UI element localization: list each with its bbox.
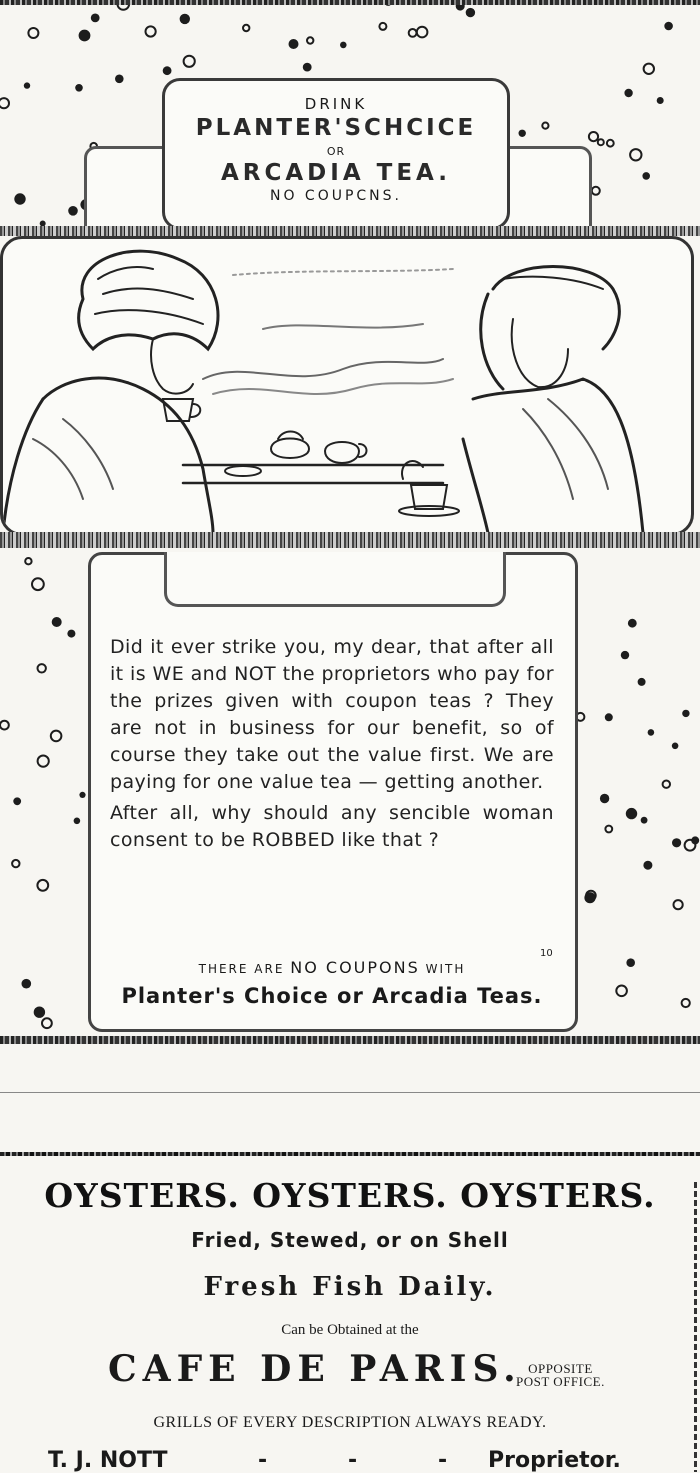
- no-coupons-label: NO COUPCNS.: [269, 188, 402, 204]
- ad-separator: [0, 1092, 700, 1093]
- decorative-dot: [24, 82, 30, 88]
- top-border-rule: [0, 0, 700, 5]
- decorative-dot: [644, 64, 654, 74]
- decorative-dot: [42, 1018, 52, 1028]
- proprietor-name: T. J. NOTT: [48, 1448, 168, 1473]
- brand-primary: PLANTER'SCHCICE: [195, 115, 477, 141]
- or-label: OR: [326, 145, 346, 158]
- location-line-2: POST OFFICE.: [516, 1374, 605, 1389]
- no-coupons-emphasis: NO COUPONS: [290, 958, 420, 977]
- decorative-dot: [13, 797, 21, 805]
- decorative-dot: [657, 97, 664, 104]
- location-line-1: OPPOSITE: [528, 1361, 593, 1376]
- decorative-dot: [243, 25, 249, 31]
- decorative-dot: [682, 999, 690, 1007]
- no-coupons-statement: [110, 958, 554, 977]
- decorative-dot: [648, 729, 655, 736]
- there-are-text: THERE ARE: [198, 962, 285, 976]
- decorative-dot: [32, 578, 44, 590]
- decorative-dot: [146, 26, 156, 36]
- decorative-dot: [38, 756, 49, 767]
- decorative-dot: [68, 206, 78, 216]
- decorative-dot: [37, 880, 48, 891]
- decorative-dot: [0, 98, 9, 108]
- decorative-dot: [664, 22, 673, 31]
- decorative-dot: [624, 89, 632, 97]
- decorative-dot: [79, 792, 85, 798]
- decorative-dot: [417, 27, 428, 38]
- dash-1: -: [258, 1448, 268, 1473]
- decorative-dot: [626, 808, 637, 819]
- oysters-headline: OYSTERS. OYSTERS. OYSTERS.: [44, 1176, 656, 1215]
- drink-label: DRINK: [304, 95, 368, 113]
- decorative-dot: [682, 710, 689, 717]
- decorative-dot: [340, 42, 347, 49]
- decorative-dot: [12, 860, 19, 867]
- decorative-dot: [672, 743, 679, 750]
- decorative-dot: [628, 619, 637, 628]
- decorative-dot: [184, 56, 195, 67]
- decorative-dot: [67, 630, 75, 638]
- decorative-dot: [542, 123, 548, 129]
- message-paragraph-2: After all, why should any sencible woman consent to be ROBBED like that ?: [110, 802, 554, 851]
- obtained-line: Can be Obtained at the: [281, 1322, 419, 1338]
- decorative-dot: [115, 75, 124, 84]
- decorative-dot: [28, 28, 38, 38]
- decorative-dot: [642, 172, 650, 180]
- two-women-drinking-tea-illustration: [3, 239, 691, 533]
- stipple-band-upper: [0, 226, 700, 236]
- decorative-dot: [180, 14, 190, 24]
- decorative-dot: [674, 900, 683, 909]
- decorative-dot: [79, 30, 91, 42]
- cafe-name: CAFE DE PARIS.: [108, 1348, 522, 1390]
- decorative-dot: [34, 1007, 45, 1018]
- decorative-dot: [51, 731, 62, 742]
- with-text: WITH: [425, 962, 466, 976]
- decorative-dot: [663, 781, 670, 788]
- stipple-band-lower: [0, 532, 700, 548]
- preparation-line: Fried, Stewed, or on Shell: [191, 1228, 509, 1252]
- decorative-dot: [409, 29, 417, 37]
- decorative-dot: [672, 838, 681, 847]
- decorative-dot: [607, 140, 614, 147]
- decorative-dot: [598, 139, 604, 145]
- decorative-dot: [605, 826, 612, 833]
- decorative-dot: [307, 37, 313, 43]
- proprietor-title: Proprietor.: [488, 1448, 621, 1473]
- fresh-fish-line: Fresh Fish Daily.: [203, 1272, 497, 1302]
- decorative-dot: [379, 23, 386, 30]
- brand-title-panel: [162, 78, 510, 230]
- decorative-dot: [691, 836, 699, 844]
- decorative-dot: [22, 979, 32, 989]
- decorative-dot: [289, 39, 299, 49]
- bottom-border-rule: [0, 1036, 700, 1044]
- message-body: [110, 634, 554, 858]
- decorative-dot: [466, 8, 475, 17]
- decorative-dot: [25, 558, 31, 564]
- dash-2: -: [348, 1448, 358, 1473]
- closing-brand-line: Planter's Choice or Arcadia Teas.: [121, 984, 543, 1008]
- oyster-advertisement: [0, 1152, 700, 1472]
- decorative-dot: [605, 713, 613, 721]
- decorative-dot: [75, 84, 83, 92]
- decorative-dot: [630, 149, 641, 160]
- decorative-dot: [163, 66, 172, 75]
- decorative-dot: [643, 861, 652, 870]
- location-note: [516, 1362, 605, 1388]
- decorative-dot: [38, 664, 46, 672]
- message-panel-tab: [164, 552, 506, 607]
- small-number: 10: [540, 948, 553, 959]
- decorative-dot: [91, 14, 100, 23]
- decorative-dot: [52, 617, 62, 627]
- oyster-top-rule: [0, 1152, 700, 1156]
- decorative-dot: [14, 193, 25, 204]
- decorative-dot: [589, 132, 598, 141]
- grills-line: GRILLS OF EVERY DESCRIPTION ALWAYS READY.: [153, 1414, 547, 1431]
- decorative-dot: [626, 958, 635, 967]
- decorative-dot: [592, 187, 600, 195]
- decorative-dot: [638, 678, 646, 686]
- decorative-dot: [621, 651, 629, 659]
- dash-3: -: [438, 1448, 448, 1473]
- decorative-dot: [600, 794, 609, 803]
- tea-party-illustration: [0, 236, 694, 536]
- decorative-dot: [519, 130, 526, 137]
- decorative-dot: [641, 817, 648, 824]
- decorative-dot: [74, 818, 81, 825]
- brand-secondary: ARCADIA TEA.: [220, 160, 451, 186]
- decorative-dot: [0, 721, 9, 730]
- decorative-dot: [616, 986, 627, 997]
- message-paragraph-1: Did it ever strike you, my dear, that after all it is WE and NOT the proprietors who pay for the prizes given with coupon teas ? They are not in business for our benefit, so of course they take out the value first. We are paying for one value tea — getting another.: [110, 636, 554, 793]
- decorative-dot: [303, 63, 312, 72]
